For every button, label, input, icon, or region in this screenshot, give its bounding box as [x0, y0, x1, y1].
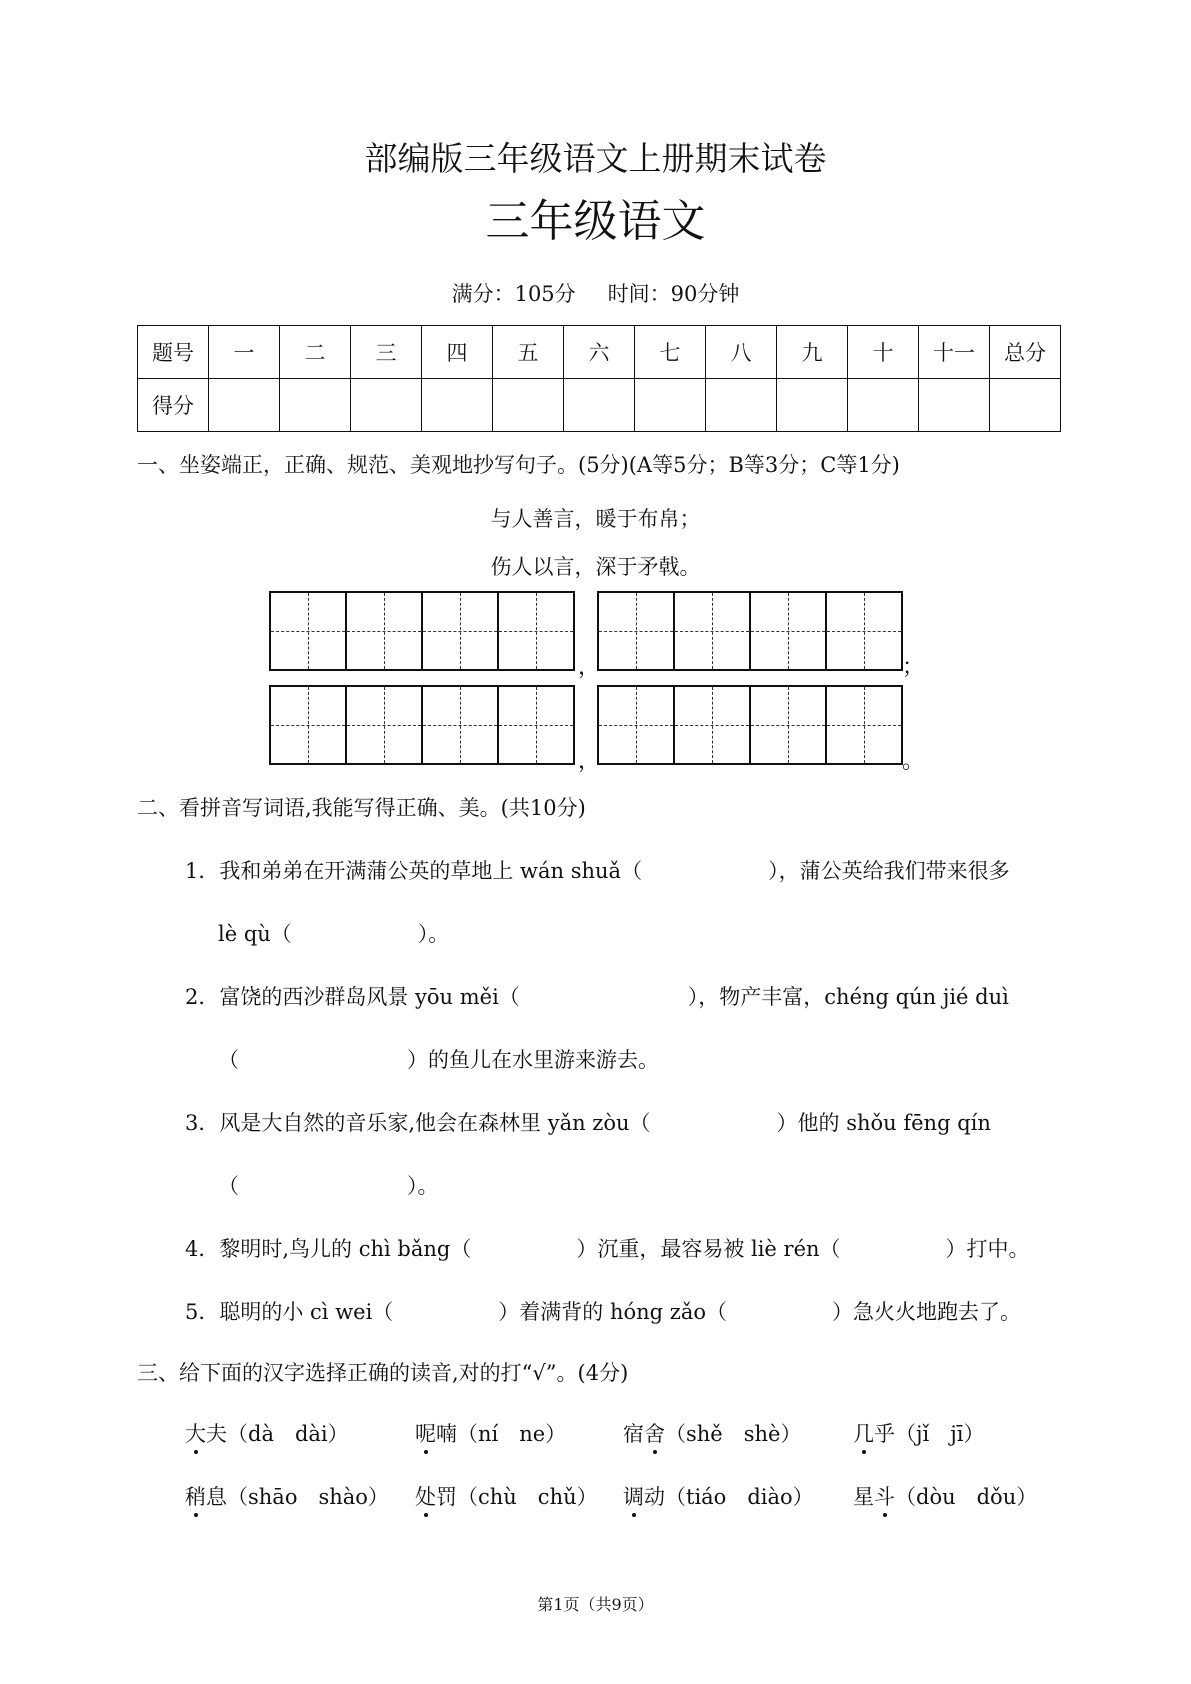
score-entry-cell[interactable]	[493, 379, 564, 432]
punctuation-period: 。	[902, 749, 925, 774]
pronunciation-item[interactable]: 调动（tiáo diào）	[623, 1481, 814, 1511]
punctuation-semicolon: ；	[902, 655, 925, 680]
score-table-cell: 三	[351, 326, 422, 379]
writing-grid-3[interactable]	[269, 685, 575, 765]
dotted-character: 稍	[185, 1481, 206, 1511]
punctuation-comma: ，	[578, 655, 601, 680]
dotted-character: 呢	[415, 1418, 436, 1448]
exam-subtitle: 三年级语文	[485, 196, 706, 247]
question-line: 3．风是大自然的音乐家,他会在森林里 yǎn zòu（ ）他的 shǒu fēng qín	[185, 1111, 991, 1135]
score-table-cell: 二	[280, 326, 351, 379]
section2-title: 二、看拼音写词语,我能写得正确、美。(共10分)	[137, 796, 586, 820]
pinyin-options: （dòu dǒu）	[895, 1485, 1038, 1509]
dotted-character: 大	[185, 1418, 206, 1448]
pronunciation-item[interactable]: 处罚（chù chǔ）	[415, 1481, 598, 1511]
section3-title: 三、给下面的汉字选择正确的读音,对的打“√”。(4分)	[137, 1361, 629, 1385]
exam-time: 时间：90分钟	[607, 282, 740, 306]
pronunciation-item[interactable]: 稍息（shāo shào）	[185, 1481, 389, 1511]
score-entry-cell[interactable]	[564, 379, 635, 432]
page-number: 第1页（共9页）	[537, 1595, 654, 1614]
pinyin-options: （shě shè）	[665, 1422, 802, 1446]
score-entry-cell[interactable]	[990, 379, 1061, 432]
score-table-cell: 九	[777, 326, 848, 379]
pronunciation-item[interactable]: 几乎（jǐ jī）	[853, 1418, 984, 1448]
score-table-cell: 五	[493, 326, 564, 379]
dotted-character: 几	[853, 1418, 874, 1448]
question-line: （ ）。	[218, 1174, 439, 1198]
score-table-cell: 六	[564, 326, 635, 379]
writing-grid-1[interactable]	[269, 591, 575, 671]
score-entry-cell[interactable]	[919, 379, 990, 432]
writing-grid-4[interactable]	[597, 685, 903, 765]
score-entry-cell[interactable]	[209, 379, 280, 432]
punctuation-comma: ，	[578, 749, 601, 774]
score-table-cell: 十	[848, 326, 919, 379]
pronunciation-item[interactable]: 星斗（dòu dǒu）	[853, 1481, 1037, 1511]
score-table-header-row	[138, 326, 1061, 379]
writing-grid-2[interactable]	[597, 591, 903, 671]
score-entry-cell[interactable]	[635, 379, 706, 432]
score-table-cell: 四	[422, 326, 493, 379]
pinyin-options: （dà dài）	[227, 1422, 349, 1446]
pinyin-options: （shāo shào）	[227, 1485, 389, 1509]
dotted-character: 调	[623, 1481, 644, 1511]
pinyin-options: （chù chǔ）	[457, 1485, 598, 1509]
score-entry-cell[interactable]	[848, 379, 919, 432]
question-line: 2．富饶的西沙群岛风景 yōu měi（ ），物产丰富，chéng qún jié duì	[185, 985, 1009, 1009]
question-line: lè qù（ ）。	[218, 922, 450, 946]
score-table-score-row	[138, 379, 1061, 432]
poem-line-2: 伤人以言，深于矛戟。	[490, 555, 701, 579]
score-table-cell: 八	[706, 326, 777, 379]
dotted-character: 处	[415, 1481, 436, 1511]
score-row-label: 得分	[138, 379, 209, 432]
score-table-cell: 总分	[990, 326, 1061, 379]
pinyin-options: （tiáo diào）	[665, 1485, 814, 1509]
question-line: 1．我和弟弟在开满蒲公英的草地上 wán shuǎ（ ），蒲公英给我们带来很多	[185, 859, 1010, 883]
pronunciation-item[interactable]: 呢喃（ní ne）	[415, 1418, 566, 1448]
score-entry-cell[interactable]	[422, 379, 493, 432]
score-entry-cell[interactable]	[351, 379, 422, 432]
score-table-cell: 题号	[138, 326, 209, 379]
question-line: （ ）的鱼儿在水里游来游去。	[218, 1048, 659, 1072]
poem-line-1: 与人善言，暖于布帛；	[490, 507, 701, 531]
exam-title: 部编版三年级语文上册期末试卷	[364, 139, 827, 178]
dotted-character: 斗	[874, 1481, 895, 1511]
question-line: 4．黎明时,鸟儿的 chì bǎng（ ）沉重，最容易被 liè rén（ ）打中。	[185, 1237, 1030, 1261]
score-table-cell: 十一	[919, 326, 990, 379]
score-entry-cell[interactable]	[706, 379, 777, 432]
section1-title: 一、坐姿端正，正确、规范、美观地抄写句子。(5分)(A等5分；B等3分；C等1分)	[137, 453, 900, 477]
score-entry-cell[interactable]	[280, 379, 351, 432]
pinyin-options: （jǐ jī）	[895, 1422, 985, 1446]
full-score: 满分：105分	[451, 282, 576, 306]
pinyin-options: （ní ne）	[457, 1422, 567, 1446]
score-table-cell: 一	[209, 326, 280, 379]
score-table	[137, 325, 1061, 432]
score-table-cell: 七	[635, 326, 706, 379]
pronunciation-item[interactable]: 大夫（dà dài）	[185, 1418, 349, 1448]
pronunciation-item[interactable]: 宿舍（shě shè）	[623, 1418, 801, 1448]
score-entry-cell[interactable]	[777, 379, 848, 432]
dotted-character: 舍	[644, 1418, 665, 1448]
question-line: 5．聪明的小 cì wei（ ）着满背的 hóng zǎo（ ）急火火地跑去了。	[185, 1300, 1022, 1324]
exam-info-line	[0, 278, 1191, 308]
